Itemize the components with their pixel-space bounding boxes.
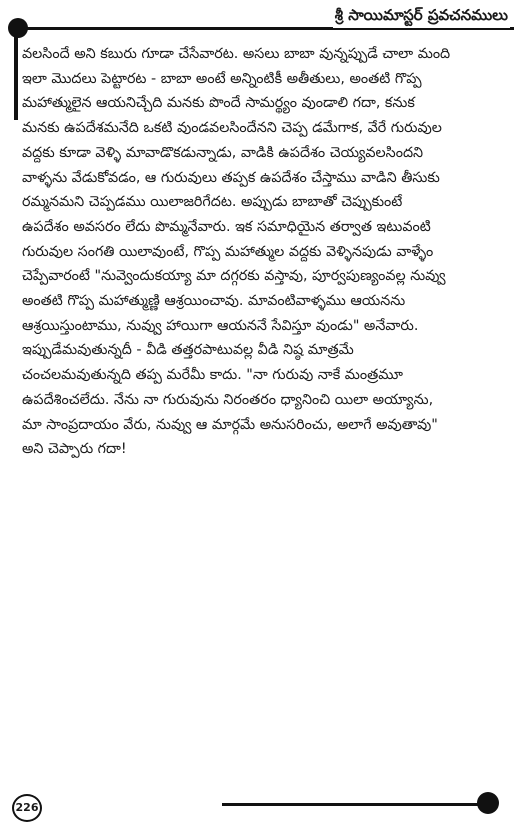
text-line: మనకు ఉపదేశమనేది ఒకటి వుండవలసిందేనని చెప్ప డమేగాక, వేరే గురువుల <box>22 120 442 137</box>
text-line: ఆశ్రయిస్తుంటాము, నువ్వు హాయిగా ఆయననే సేవిస్తూ వుండు" అనేవారు. <box>22 317 419 334</box>
text-line: ఇప్పుడేమవుతున్నదీ - వీడి తత్తరపాటువల్ల వీడి నిష్ఠ మాత్రమే <box>22 342 354 359</box>
text-line: మా సాంప్రదాయం వేరు, నువ్వు ఆ మార్గమే అనుసరించు, అలాగే అవుతావు" <box>22 416 438 433</box>
text-line: చెప్పేవారంటే "నువ్వెందుకయ్యా మా దగ్గరకు వస్తావు, పూర్వపుణ్యంవల్ల నువ్వు <box>22 268 446 285</box>
text-line: మహాత్ములైన ఆయనిచ్చేది మనకు పొందే సామర్థ్యం వుండాలి గదా, కనుక <box>22 95 415 112</box>
footer-rule <box>222 803 492 806</box>
margin-bar <box>14 30 18 120</box>
text-line: చంచలమవుతున్నది తప్ప మరేమీ కాదు. "నా గురువు నాకే మంత్రమూ <box>22 367 403 384</box>
text-line: వాళ్ళను వేడుకోవడం, ఆ గురువులు తప్పక ఉపదేశం చేస్తాము వాడిని తీసుకు <box>22 169 440 186</box>
text-line: ఉపదేశం అవసరం లేదు పొమ్మనేవారు. ఇక సమాధియైన తర్వాత ఇటువంటి <box>22 218 431 235</box>
text-line: అంతటి గొప్ప మహాత్ముణ్ణి ఆశ్రయించావు. మావంటివాళ్ళము ఆయనను <box>22 293 406 310</box>
text-line: రమ్మనమని చెప్పడము యిలాజరిగేదట. అప్పుడు బాబాతో చెప్పుకుంటే <box>22 194 403 211</box>
text-line: అని చెప్పారు గదా! <box>22 441 127 458</box>
running-header-title: శ్రీ సాయిమాస్టర్ ప్రవచనములు <box>333 6 510 28</box>
body-text <box>22 42 500 462</box>
text-line: వలసిందే అని కబురు గూడా చేసేవారట. అసలు బాబా వున్నప్పుడే చాలా మంది <box>22 46 451 62</box>
text-line: ఉపదేశించలేదు. నేను నా గురువును నిరంతరం ధ్యానించి యిలా అయ్యాను, <box>22 391 434 408</box>
page-number: 226 <box>12 794 42 822</box>
text-line: వద్దకు కూడా వెళ్ళి మావాడొకడున్నాడు, వాడికి ఉపదేశం చెయ్యవలసిందని <box>22 144 424 161</box>
text-line: ఇలా మొదలు పెట్టారట - బాబా అంటే అన్నింటికీ అతీతులు, అంతటి గొప్ప <box>22 70 422 87</box>
text-line: గురువుల సంగతి యిలావుంటే, గొప్ప మహాత్ముల వద్దకు వెళ్ళినపుడు వాళ్ళేం <box>22 243 434 260</box>
footer-ornament-dot <box>477 792 499 814</box>
